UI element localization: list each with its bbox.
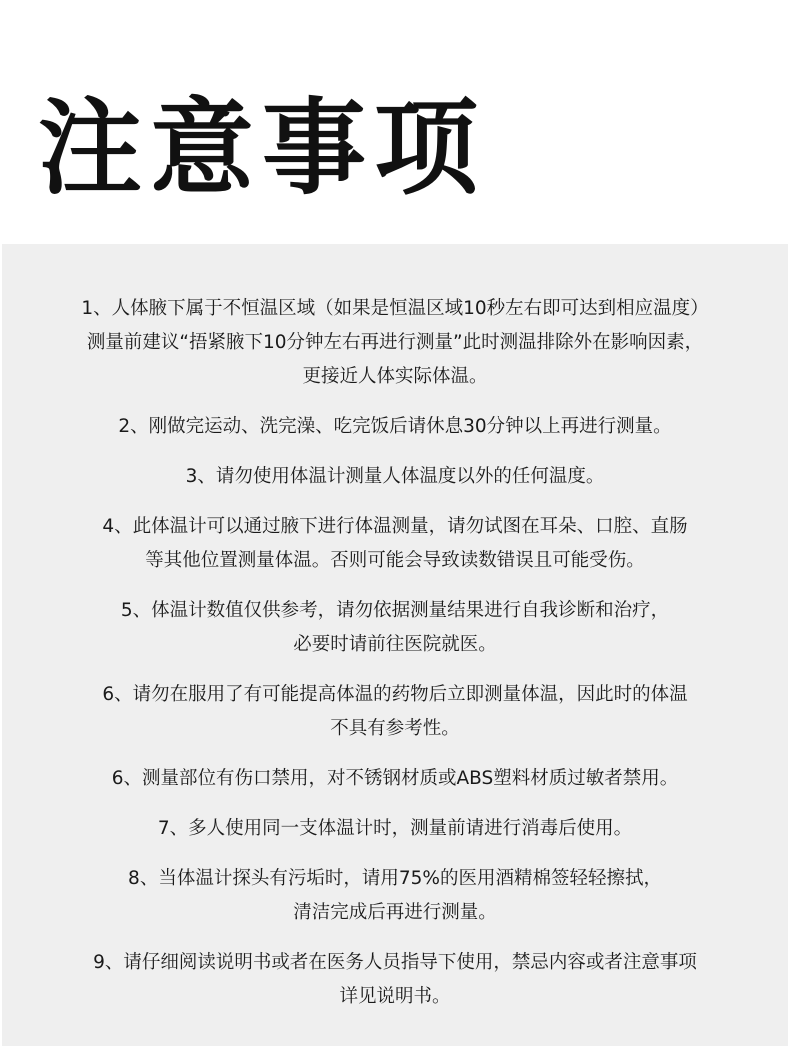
note-item-3 xyxy=(2,460,788,494)
note-line: 9、请仔细阅读说明书或者在医务人员指导下使用，禁忌内容或者注意事项 xyxy=(93,952,697,973)
note-line: 7、多人使用同一支体温计时，测量前请进行消毒后使用。 xyxy=(157,818,633,839)
note-item-5 xyxy=(2,594,788,662)
note-line: 2、刚做完运动、洗完澡、吃完饭后请休息30分钟以上再进行测量。 xyxy=(118,416,672,437)
note-line: 6、测量部位有伤口禁用，对不锈钢材质或ABS塑料材质过敏者禁用。 xyxy=(111,768,679,789)
note-line: 必要时请前往医院就医。 xyxy=(293,634,497,655)
notes-panel xyxy=(2,244,788,1046)
note-line: 等其他位置测量体温。否则可能会导致读数错误且可能受伤。 xyxy=(145,550,645,571)
note-item-6 xyxy=(2,678,788,746)
notes-list xyxy=(2,292,788,1014)
note-line: 不具有参考性。 xyxy=(330,718,460,739)
note-line: 5、体温计数值仅供参考，请勿依据测量结果进行自我诊断和治疗， xyxy=(120,600,670,621)
note-line: 清洁完成后再进行测量。 xyxy=(293,902,497,923)
note-line: 6、请勿在服用了有可能提高体温的药物后立即测量体温，因此时的体温 xyxy=(102,684,688,705)
note-line: 8、当体温计探头有污垢时，请用75%的医用酒精棉签轻轻擦拭， xyxy=(128,868,662,889)
header xyxy=(0,0,790,244)
note-item-9 xyxy=(2,862,788,930)
note-line: 4、此体温计可以通过腋下进行体温测量，请勿试图在耳朵、口腔、直肠 xyxy=(102,516,688,537)
note-item-2 xyxy=(2,410,788,444)
note-line: 测量前建议“捂紧腋下10分钟左右再进行测量”此时测温排除外在影响因素， xyxy=(86,332,704,353)
note-line: 详见说明书。 xyxy=(339,986,451,1007)
note-item-4 xyxy=(2,510,788,578)
note-item-1 xyxy=(2,292,788,394)
note-item-7 xyxy=(2,762,788,796)
page-title: 注意事项 xyxy=(38,87,487,209)
note-line: 3、请勿使用体温计测量人体温度以外的任何温度。 xyxy=(185,466,605,487)
note-item-8 xyxy=(2,812,788,846)
note-line: 1、人体腋下属于不恒温区域（如果是恒温区域10秒左右即可达到相应温度） xyxy=(81,298,709,319)
note-item-10 xyxy=(2,946,788,1014)
note-line: 更接近人体实际体温。 xyxy=(302,366,488,387)
